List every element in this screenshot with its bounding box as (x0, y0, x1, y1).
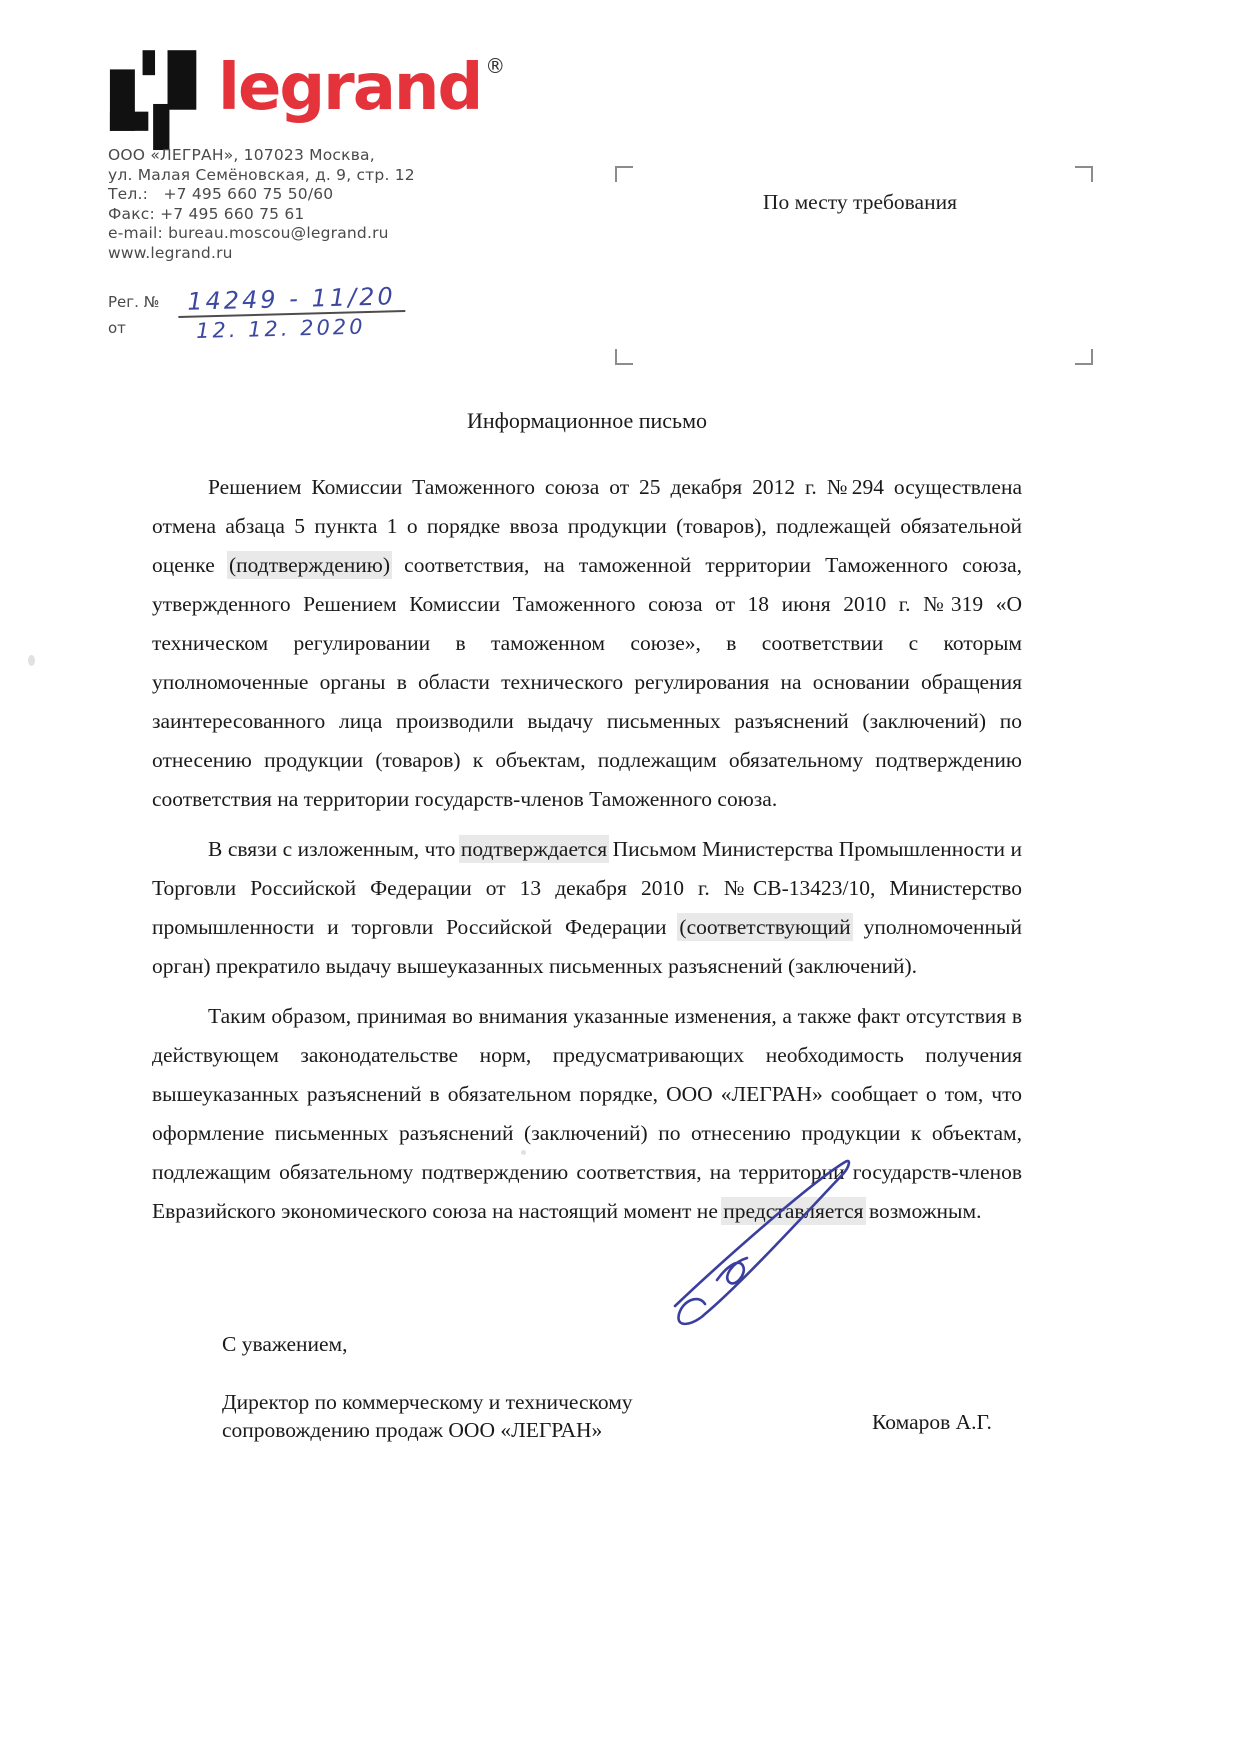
signer-position-line: Директор по коммерческому и техническому (222, 1390, 633, 1414)
contact-line: ООО «ЛЕГРАН», 107023 Москва, (108, 146, 375, 164)
crop-corner-bottom-left (615, 349, 633, 365)
reg-number-handwritten: 14249 - 11/20 (178, 283, 406, 318)
crop-corner-bottom-right (1075, 349, 1093, 365)
brand-wordmark: legrand (218, 51, 482, 125)
paragraph-3: Таким образом, принимая во внимания указанные изменения, а также факт отсутствия в действующем законодательстве норм, предусматривающих необходимость получения вышеуказанных разъяснений в обязательном порядке, ООО «ЛЕГРАН» сообщает о том, что оформление письменных разъяснений (заключений) по отнесению продукции к объектам, подлежащим обязательному подтверждению соответствия, на территории государств-членов Евразийского экономического союза на настоящий момент не представляется возможным. (152, 1004, 1022, 1223)
contact-line: Тел.: +7 495 660 75 50/60 (108, 185, 334, 203)
registered-trademark-icon: ® (485, 54, 506, 78)
signer-position-line: сопровождению продаж ООО «ЛЕГРАН» (222, 1418, 603, 1442)
paragraph-1: Решением Комиссии Таможенного союза от 25 декабря 2012 г. №294 осуществлена отмена абзаца 5 пункта 1 о порядке ввоза продукции (товаров), подлежащей обязательной оценке (подтверждению) соответствия, на таможенной территории Таможенного союза, утвержденного Решением Комиссии Таможенного союза от 18 июня 2010 г. №319 «О техническом регулировании в таможенном союзе», в соответствии с которым уполномоченные органы в области технического регулирования на основании обращения заинтересованного лица производили выдачу письменных разъяснений (заключений) по отнесению продукции (товаров) к объектам, подлежащим обязательному подтверждению соответствия на территории государств-членов Таможенного союза. (152, 475, 1022, 811)
recipient-window (615, 166, 1093, 365)
scan-artifact (28, 655, 35, 666)
closing-salutation: С уважением, (222, 1332, 348, 1356)
signer-position (222, 1388, 633, 1444)
reg-date-handwritten: 12. 12. 2020 (195, 314, 366, 343)
crop-corner-top-left (615, 166, 633, 182)
signature (645, 1148, 870, 1333)
legrand-logo-icon (108, 50, 204, 156)
contact-line: Факс: +7 495 660 75 61 (108, 204, 305, 223)
scan-artifact (521, 1150, 526, 1155)
contact-line: www.legrand.ru (108, 243, 233, 262)
legrand-logo (108, 50, 505, 156)
reg-number-label: Рег. № (108, 293, 160, 311)
crop-corner-top-right (1075, 166, 1093, 182)
signer-name: Комаров А.Г. (872, 1410, 992, 1434)
letter-title: Информационное письмо (466, 408, 707, 433)
contact-line: ул. Малая Семёновская, д. 9, стр. 12 (108, 165, 415, 184)
letter-body (152, 408, 1022, 1242)
contact-line: e-mail: bureau.moscou@legrand.ru (108, 224, 389, 242)
reg-date-label: от (108, 319, 126, 337)
contact-block (108, 146, 415, 263)
recipient-text: По месту требования (762, 190, 957, 214)
registration-block (108, 282, 405, 343)
paragraph-2: В связи с изложенным, что подтверждается Письмом Министерства Промышленности и Торговли Российской Федерации от 13 декабря 2010 г. №СВ-13423/10, Министерство промышленности и торговли Российской Федерации (соответствующий уполномоченный орган) прекратило выдачу вышеуказанных письменных разъяснений (заключений). (152, 837, 1022, 978)
